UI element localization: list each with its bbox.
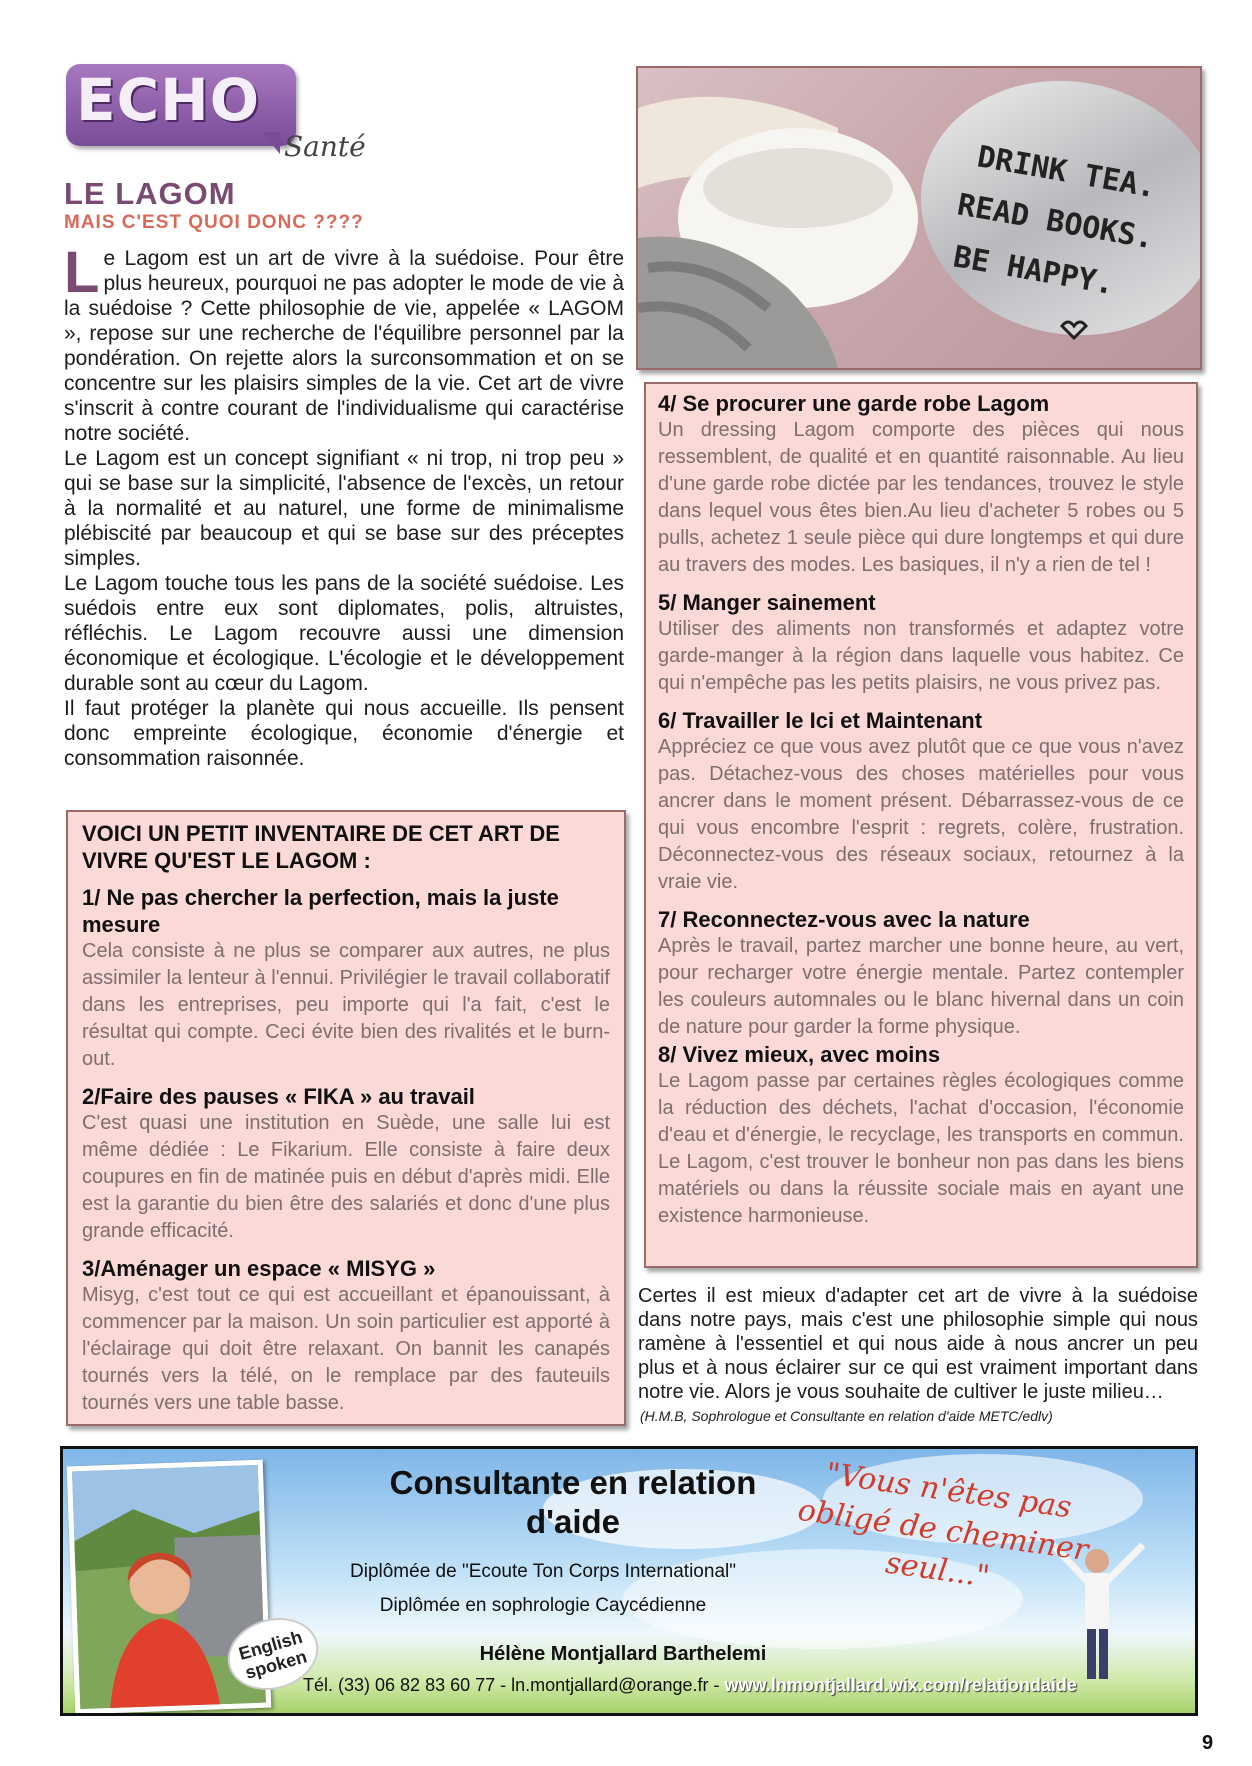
ad-quote: "Vous n'êtes pas obligé de cheminer seul..." (795, 1456, 1091, 1595)
ad-title: Consultante en relation d'aide (389, 1464, 757, 1540)
ad-separator-2: - (708, 1675, 725, 1695)
ad-consultant-name: Hélène Montjallard Barthelemi (479, 1643, 767, 1665)
page-number: 9 (1202, 1732, 1214, 1754)
intro-p1-text: e Lagom est un art de vivre à la suédoise. Pour être plus heureux, pourquoi ne pas adopter le mode de vie à la suédoise ? Cette philosophie de vie, appelée « LAGOM », repose sur une recherche de l'équilibre personnel par la pondération. On rejette alors la surconsommation et on se concentre sur les plaisirs simples de la vie. Cet art de vivre s'inscrit à contre courant de l'individualisme qui caractérise notre société. (64, 247, 624, 445)
item-1-title: 1/ Ne pas chercher la perfection, mais la juste mesure (82, 885, 559, 937)
item-2-text: C'est quasi une institution en Suède, une salle lui est même dédiée : Le Fikarium. Elle consiste à faire deux coupures en fin de matinée puis en début d'après midi. Elle est la garantie du bien être des salariés et donc d'une plus grande efficacité. (82, 1112, 610, 1242)
spoon-text-3: BE HAPPY. (950, 239, 1117, 303)
intro-text (64, 240, 624, 771)
consultant-advertisement (60, 1446, 1198, 1716)
ad-email-link[interactable]: ln.montjallard@orange.fr (511, 1675, 709, 1695)
ad-diploma-2: Diplômée en sophrologie Caycédienne (379, 1595, 707, 1616)
spoon-text-1: DRINK TEA. (974, 139, 1159, 206)
conclusion-text: Certes il est mieux d'adapter cet art de vivre à la suédoise dans notre pays, mais c'est une philosophie simple qui nous ramène à l'essentiel et qui nous aide à nous ancrer un peu plus et à nous éclairer sur ce qui est vraiment important dans notre vie. Alors je vous souhaite de cultiver le juste milieu… (638, 1285, 1198, 1403)
article-title: LE LAGOM (64, 176, 236, 211)
inventory-heading: VOICI UN PETIT INVENTAIRE DE CET ART DE VIVRE QU'EST LE LAGOM : (82, 821, 560, 873)
item-8-title: 8/ Vivez mieux, avec moins (658, 1042, 941, 1067)
item-6-text: Appréciez ce que vous avez plutôt que ce que vous n'avez pas. Détachez-vous des choses matérielles pour vous ancrer dans le moment présent. Débarrassez-vous de ce qui vous encombre l'esprit : regrets, colère, frustration. Déconnectez-vous des réseaux sociaux, retournez à la vraie vie. (658, 736, 1184, 893)
inventory-box-right (644, 382, 1198, 1268)
item-1-text: Cela consiste à ne plus se comparer aux autres, ne plus assimiler la lenteur à l'ennui. Privilégier le travail collaboratif dans les entreprises, peu importe qui l'a fait, c'est le résultat qui compte. Ceci évite bien des rivalités et le burn-out. (82, 940, 610, 1070)
item-7-text: Après le travail, partez marcher une bonne heure, au vert, pour recharger votre énergie mentale. Partez contempler les couleurs automnales ou le blanc hivernal dans un coin de nature pour garder la forme physique. (658, 935, 1184, 1038)
item-8-text: Le Lagom passe par certaines règles écologiques comme la réduction des déchets, l'achat d'occasion, l'économie d'eau et d'énergie, le recyclage, les transports en commun. Le Lagom, c'est trouver le bonheur non pas dans les biens matériels ou dans la réussite sociale mais en ayant une existence harmonieuse. (658, 1070, 1184, 1227)
photo-illustration (638, 68, 1200, 368)
item-4-title: 4/ Se procurer une garde robe Lagom (658, 391, 1050, 416)
dropcap: L (64, 240, 100, 305)
ad-phone: Tél. (33) 06 82 83 60 77 (303, 1675, 496, 1695)
item-3-title: 3/Aménager un espace « MISYG » (82, 1256, 436, 1281)
intro-paragraph-2: Le Lagom est un concept signifiant « ni trop, ni trop peu » qui se base sur la simplicité, l'absence de l'excès, un retour à la normalité et au naturel, une forme de minimalisme plébiscité par beaucoup et qui se base sur des préceptes simples. (64, 447, 624, 570)
tea-spoon-photo (636, 66, 1202, 370)
echo-logo (66, 64, 296, 146)
item-5-text: Utiliser des aliments non transformés et adaptez votre garde-manger à la région dans laquelle vous habitez. Ce qui n'empêche pas les petits plaisirs, ne vous privez pas. (658, 618, 1184, 694)
english-spoken-badge: English spoken (219, 1608, 327, 1701)
spoon-text-2: READ BOOKS. (954, 187, 1157, 257)
item-6-title: 6/ Travailler le Ici et Maintenant (658, 708, 983, 733)
item-4-text: Un dressing Lagom comporte des pièces qui nous ressemblent, de qualité et en quantité raisonnable. Au lieu d'une garde robe dictée par les tendances, trouvez le style dans lequel vous êtes bien.Au lieu d'acheter 5 robes ou 5 pulls, achetez 1 seule pièce qui dure longtemps et qui dure au travers des modes. Les basiques, il n'y a rien de tel ! (658, 419, 1184, 576)
item-7-title: 7/ Reconnectez-vous avec la nature (658, 907, 1030, 932)
logo-speech-tail (262, 132, 280, 154)
logo-text: ECHO (76, 66, 261, 134)
intro-paragraph-1 (64, 240, 624, 446)
author-signature: (H.M.B, Sophrologue et Consultante en relation d'aide METC/edlv) (640, 1408, 1053, 1424)
intro-paragraph-4: Il faut protéger la planète qui nous accueille. Ils pensent donc empreinte écologique, économie d'énergie et consommation raisonnée. (64, 697, 624, 770)
intro-paragraph-3: Le Lagom touche tous les pans de la société suédoise. Les suédois entre eux sont diplomates, polis, altruistes, réfléchis. Le Lagom recouvre aussi une dimension économique et écologique. L'écologie et le développement durable sont au cœur du Lagom. (64, 572, 624, 695)
article-subtitle: MAIS C'EST QUOI DONC ???? (64, 212, 364, 233)
section-label: Santé (284, 130, 366, 163)
ad-separator-1: - (495, 1675, 512, 1695)
item-5-title: 5/ Manger sainement (658, 590, 876, 615)
conclusion (638, 1284, 1198, 1404)
ad-website-link[interactable]: www.lnmontjallard.wix.com/relationdaide (724, 1675, 1077, 1695)
inventory-box-left (66, 810, 626, 1426)
item-3-text: Misyg, c'est tout ce qui est accueillant et épanouissant, à commencer par la maison. Un soin particulier est apporté à l'éclairage qui doit être relaxant. On bannit les canapés tournés vers la télé, on le remplace par des fauteuils tournés vers une table basse. (82, 1284, 610, 1414)
item-2-title: 2/Faire des pauses « FIKA » au travail (82, 1084, 475, 1109)
ad-contact-line (303, 1675, 1198, 1696)
ad-diploma-1: Diplômée de "Ecoute Ton Corps International" (350, 1561, 736, 1582)
